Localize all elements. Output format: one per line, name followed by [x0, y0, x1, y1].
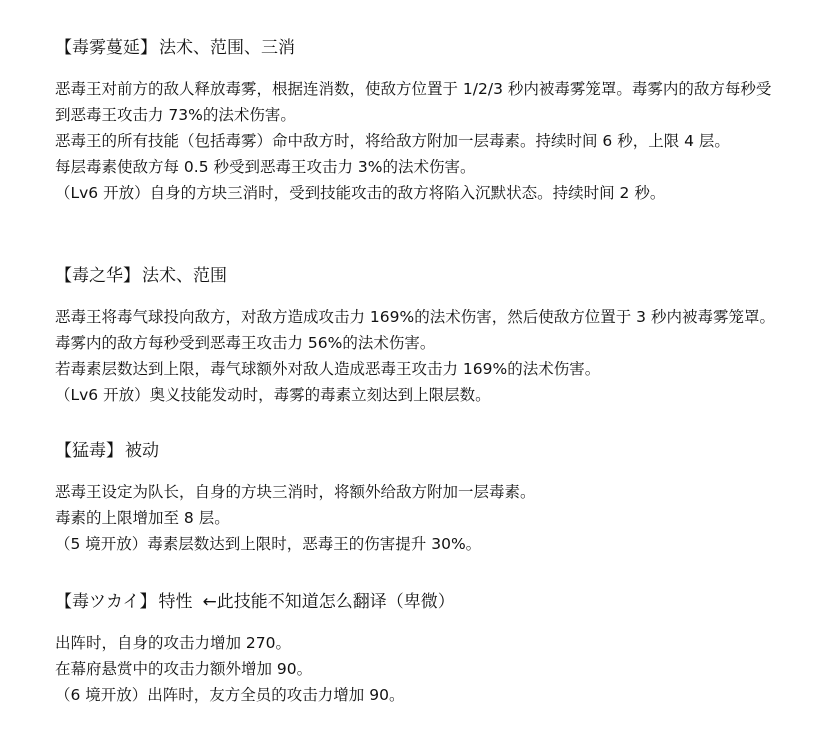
description-line: （6 境开放）出阵时，友方全员的攻击力增加 90。	[55, 686, 405, 704]
description-line: 在幕府悬赏中的攻击力额外增加 90。	[55, 660, 313, 678]
skill-tags: 法术、范围	[142, 266, 227, 286]
skill-heading	[55, 590, 785, 614]
description-line: 恶毒王将毒气球投向敌方，对敌方造成攻击力 169%的法术伤害，然后使敌方位置于 3 秒内被毒雾笼罩。毒雾内的敌方每秒受到恶毒王攻击力 56%的法术伤害。	[55, 308, 775, 352]
translator-note: ←此技能不知道怎么翻译（卑微）	[202, 592, 455, 612]
skill-description	[55, 630, 785, 708]
skill-tags: 被动	[125, 441, 159, 461]
description-line: 恶毒王设定为队长，自身的方块三消时，将额外给敌方附加一层毒素。	[55, 483, 536, 501]
skill-title: 【毒之华】	[55, 266, 140, 286]
description-line: 每层毒素使敌方每 0.5 秒受到恶毒王攻击力 3%的法术伤害。	[55, 158, 476, 176]
description-line: 恶毒王的所有技能（包括毒雾）命中敌方时，将给敌方附加一层毒素。持续时间 6 秒，上限 4 层。	[55, 132, 730, 150]
description-line: 若毒素层数达到上限，毒气球额外对敌人造成恶毒王攻击力 169%的法术伤害。	[55, 360, 601, 378]
skill-section-poison-mist	[55, 36, 785, 206]
skill-tags: 法术、范围、三消	[159, 38, 295, 58]
skill-description	[55, 76, 785, 206]
description-line: （Lv6 开放）奥义技能发动时，毒雾的毒素立刻达到上限层数。	[55, 386, 491, 404]
skill-title: 【毒ツカイ】	[55, 592, 157, 612]
skill-section-fierce-poison	[55, 439, 785, 557]
skill-description	[55, 479, 785, 557]
description-line: （Lv6 开放）自身的方块三消时，受到技能攻击的敌方将陷入沉默状态。持续时间 2 秒。	[55, 184, 666, 202]
skill-description	[55, 304, 785, 408]
skill-section-poison-user	[55, 590, 785, 708]
skill-tags: 特性	[158, 592, 193, 612]
description-line: 毒素的上限增加至 8 层。	[55, 509, 230, 527]
description-line: 恶毒王对前方的敌人释放毒雾，根据连消数，使敌方位置于 1/2/3 秒内被毒雾笼罩。毒雾内的敌方每秒受到恶毒王攻击力 73%的法术伤害。	[55, 80, 772, 124]
skill-section-poison-flower	[55, 264, 785, 408]
skill-heading	[55, 264, 785, 288]
skill-title: 【猛毒】	[55, 441, 123, 461]
description-line: 出阵时，自身的攻击力增加 270。	[55, 634, 292, 652]
skill-heading	[55, 36, 785, 60]
description-line: （5 境开放）毒素层数达到上限时，恶毒王的伤害提升 30%。	[55, 535, 482, 553]
skill-title: 【毒雾蔓延】	[55, 38, 157, 58]
skill-heading	[55, 439, 785, 463]
